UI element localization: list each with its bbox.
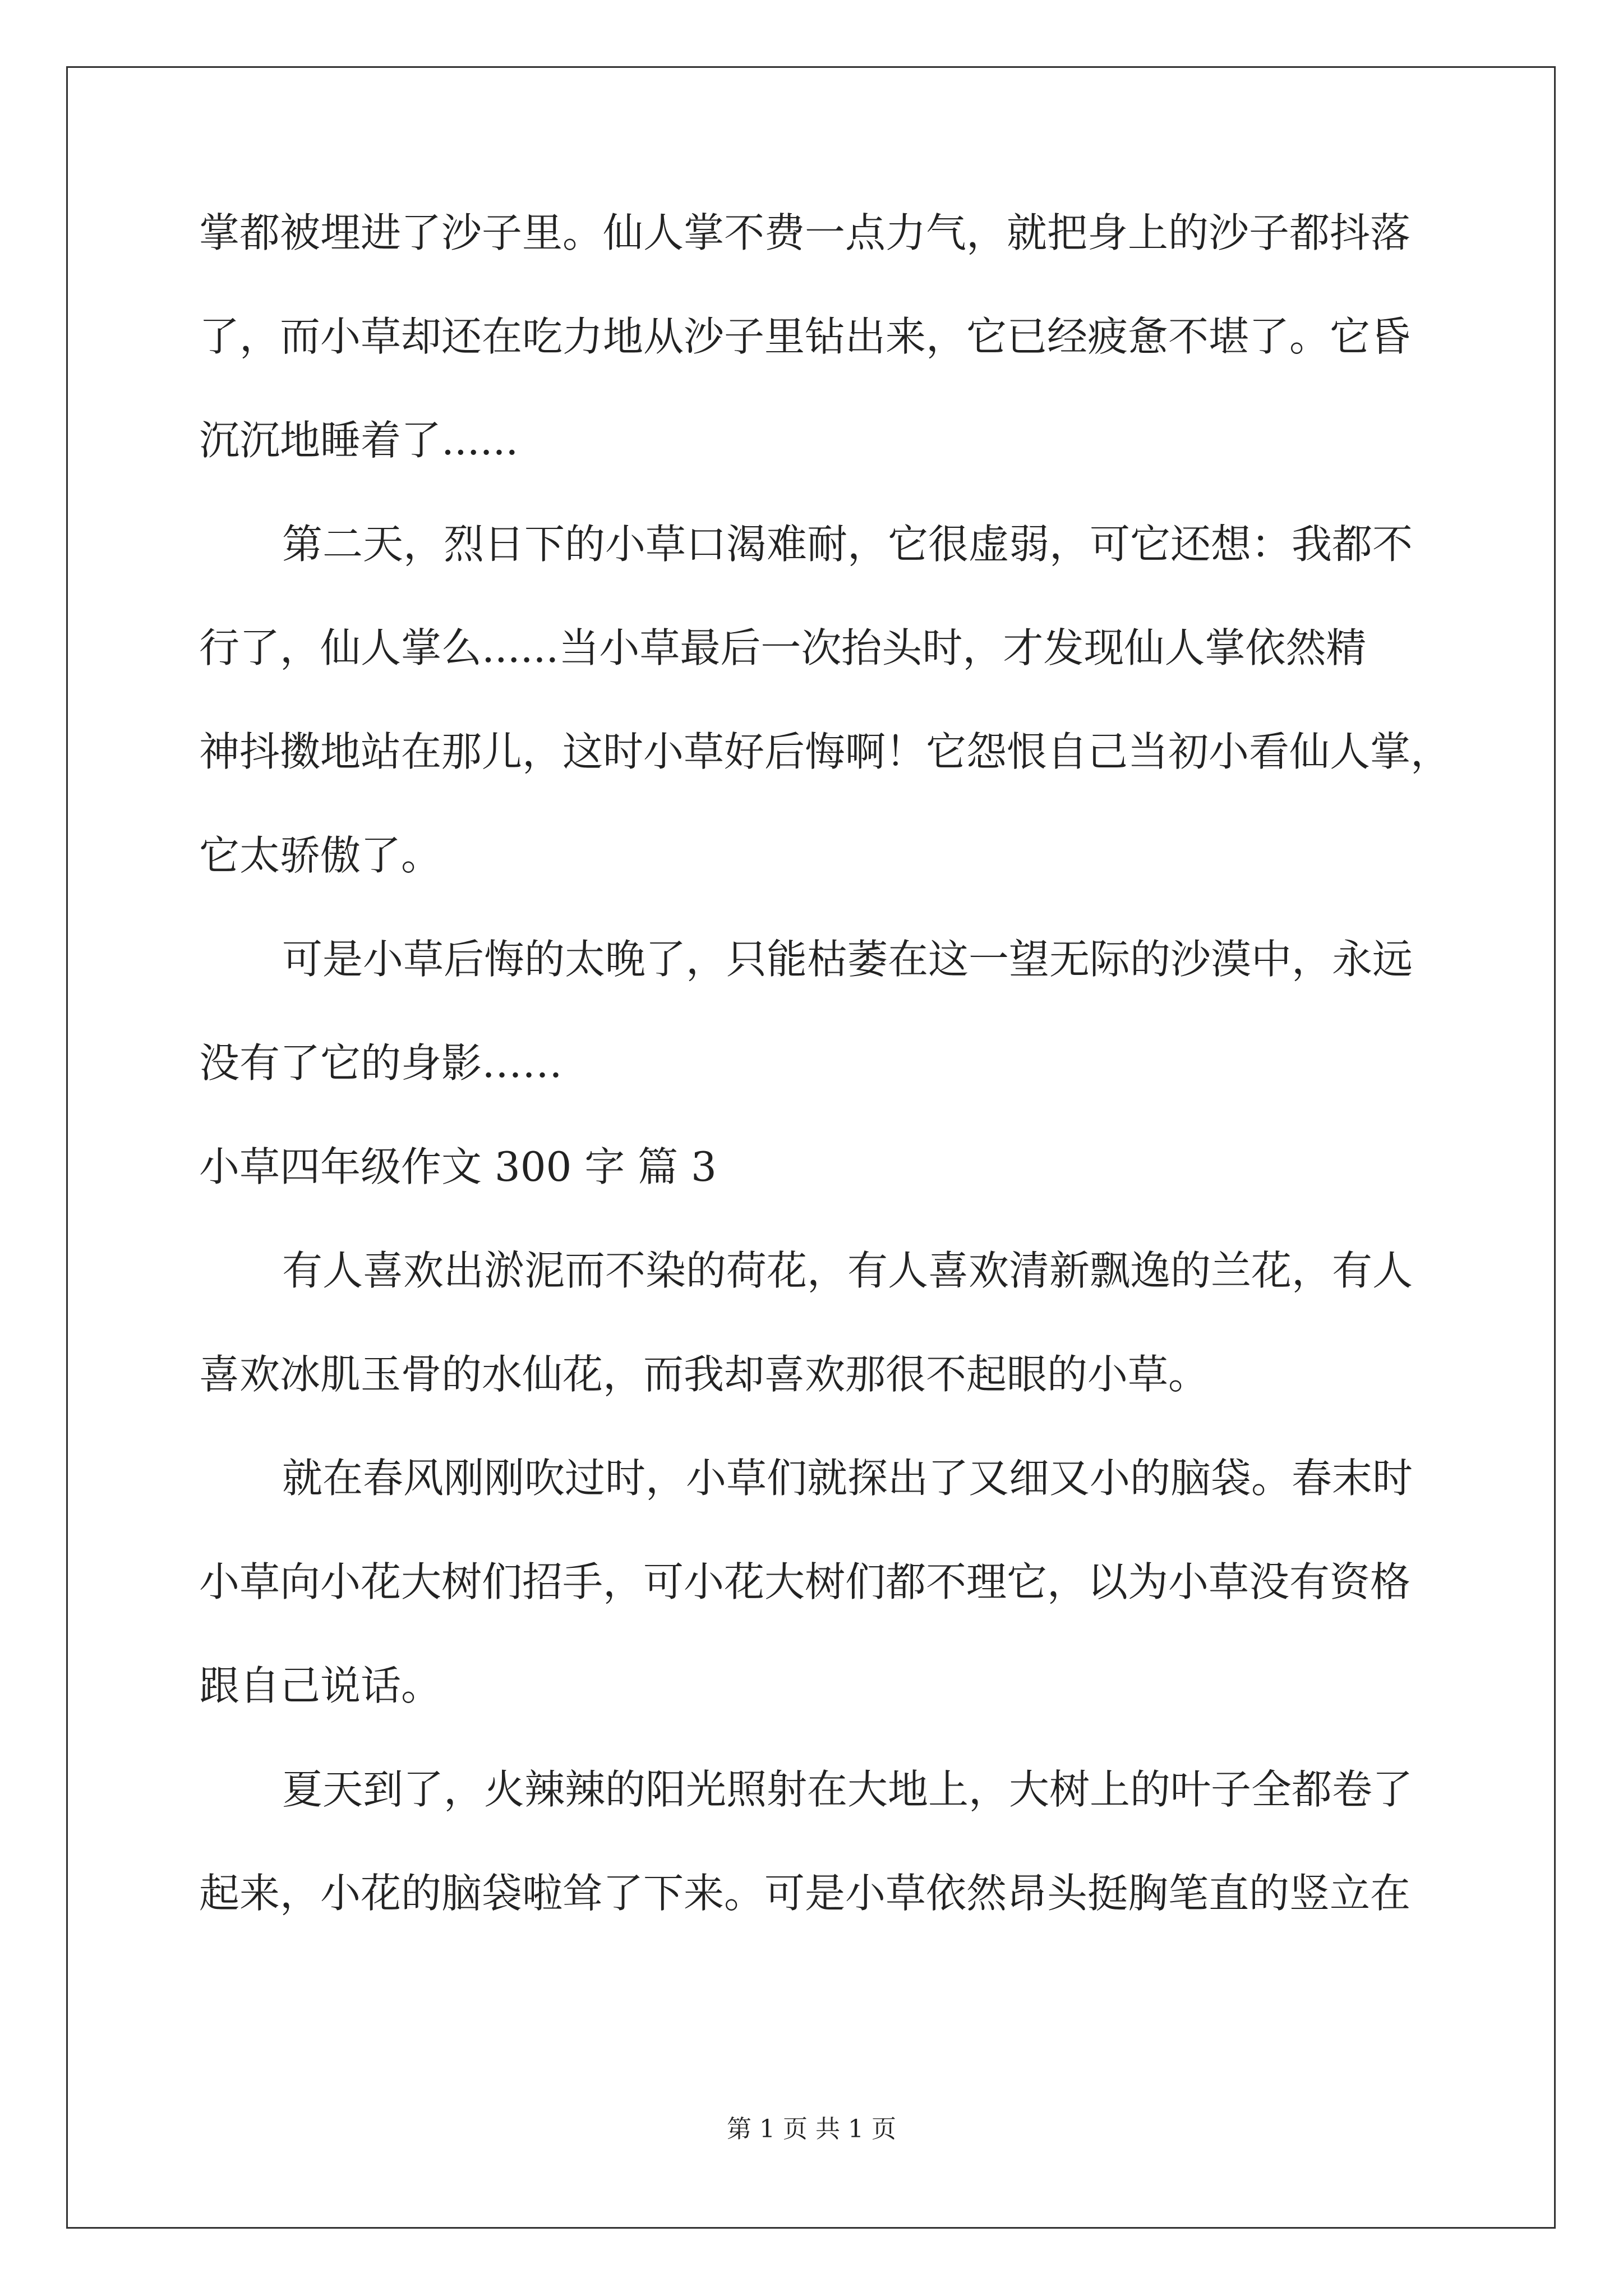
text-line: 起来，小花的脑袋啦耸了下来。可是小草依然昂头挺胸笔直的竖立在: [199, 1870, 1411, 1917]
paragraph-start-line: 夏天到了，火辣辣的阳光照射在大地上，大树上的叶子全都卷了: [282, 1766, 1413, 1813]
text-line: 喜欢冰肌玉骨的水仙花，而我却喜欢那很不起眼的小草。: [199, 1351, 1209, 1398]
paragraph-start-line: 有人喜欢出淤泥而不染的荷花，有人喜欢清新飘逸的兰花，有人: [282, 1247, 1413, 1294]
text-line: 行了，仙人掌么......当小草最后一次抬头时，才发现仙人掌依然精: [199, 624, 1367, 671]
paragraph-start-line: 就在春风刚刚吹过时，小草们就探出了又细又小的脑袋。春末时: [282, 1455, 1413, 1502]
text-line: 掌都被埋进了沙子里。仙人掌不费一点力气，就把身上的沙子都抖落: [199, 209, 1411, 256]
text-line: 小草向小花大树们招手，可小花大树们都不理它，以为小草没有资格: [199, 1558, 1411, 1605]
paragraph-start-line: 第二天，烈日下的小草口渴难耐，它很虚弱，可它还想：我都不: [282, 521, 1413, 568]
text-line: 神抖擞地站在那儿，这时小草好后悔啊！它怨恨自己当初小看仙人掌，: [199, 728, 1451, 775]
text-line: 了，而小草却还在吃力地从沙子里钻出来，它已经疲惫不堪了。它昏: [199, 313, 1411, 360]
text-line: 沉沉地睡着了......: [199, 417, 519, 464]
text-line: 没有了它的身影……: [199, 1039, 563, 1087]
text-line: 跟自己说话。: [199, 1662, 442, 1709]
page-number-footer: 第 1 页 共 1 页: [727, 2115, 896, 2143]
paragraph-start-line: 可是小草后悔的太晚了，只能枯萎在这一望无际的沙漠中，永远: [282, 936, 1413, 983]
text-line: 它太骄傲了。: [199, 832, 442, 879]
section-heading: 小草四年级作文 300 字 篇 3: [199, 1143, 717, 1190]
